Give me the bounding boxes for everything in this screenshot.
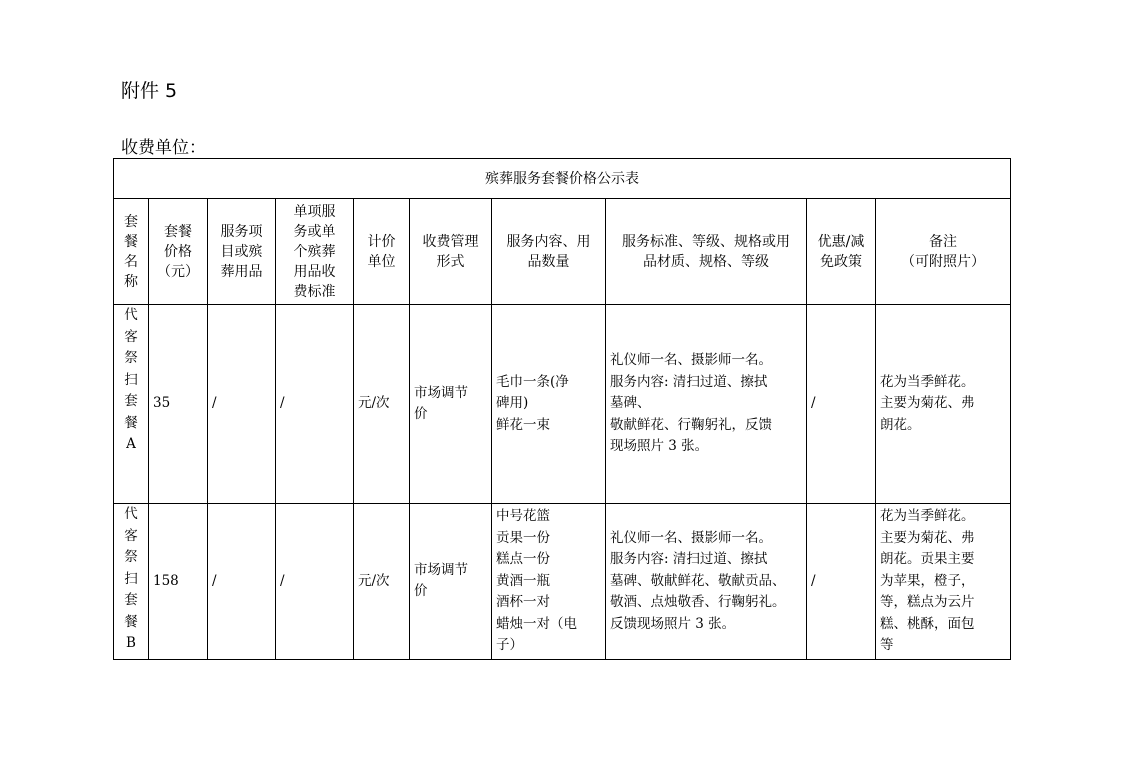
header-cell: 计价 单位 bbox=[354, 199, 410, 305]
header-cell: 优惠/减 免政策 bbox=[807, 199, 876, 305]
table-cell: / bbox=[807, 504, 876, 660]
table-row bbox=[114, 504, 1011, 660]
table-cell: 元/次 bbox=[354, 305, 410, 504]
table-cell: / bbox=[276, 504, 354, 660]
charging-unit-label: 收费单位： bbox=[121, 138, 206, 158]
table-cell: 花为当季鲜花。 主要为菊花、弗 朗花。 bbox=[876, 305, 1011, 504]
table-cell: 158 bbox=[149, 504, 208, 660]
table-title: 殡葬服务套餐价格公示表 bbox=[114, 159, 1011, 199]
table-row bbox=[114, 305, 1011, 504]
header-row bbox=[114, 199, 1011, 305]
table-cell: / bbox=[208, 504, 276, 660]
table-cell: 市场调节 价 bbox=[410, 305, 492, 504]
header-cell: 套餐 价格 （元） bbox=[149, 199, 208, 305]
table-cell: 市场调节 价 bbox=[410, 504, 492, 660]
table-cell: 礼仪师一名、摄影师一名。 服务内容: 清扫过道、擦拭 墓碑、 敬献鲜花、行鞠躬礼，反馈 现场照片 3 张。 bbox=[606, 305, 807, 504]
table-cell: 毛巾一条(净 碑用) 鲜花一束 bbox=[492, 305, 606, 504]
table-cell: / bbox=[807, 305, 876, 504]
table-cell: 元/次 bbox=[354, 504, 410, 660]
price-table bbox=[113, 158, 1011, 660]
attachment-label: 附件 5 bbox=[121, 80, 178, 102]
table-cell: 代 客 祭 扫 套 餐 A bbox=[114, 305, 149, 504]
header-cell: 服务内容、用 品数量 bbox=[492, 199, 606, 305]
table-cell: 代 客 祭 扫 套 餐 B bbox=[114, 504, 149, 660]
table-cell: 礼仪师一名、摄影师一名。 服务内容: 清扫过道、擦拭 墓碑、敬献鲜花、敬献贡品、 敬酒、点烛敬香、行鞠躬礼。 反馈现场照片 3 张。 bbox=[606, 504, 807, 660]
table-cell: / bbox=[208, 305, 276, 504]
header-cell: 收费管理 形式 bbox=[410, 199, 492, 305]
header-cell: 单项服 务或单 个殡葬 用品收 费标准 bbox=[276, 199, 354, 305]
table-cell: 35 bbox=[149, 305, 208, 504]
table-cell: / bbox=[276, 305, 354, 504]
header-cell: 服务项 目或殡 葬用品 bbox=[208, 199, 276, 305]
header-cell: 套 餐 名 称 bbox=[114, 199, 149, 305]
header-cell: 服务标准、等级、规格或用 品材质、规格、等级 bbox=[606, 199, 807, 305]
header-cell: 备注 （可附照片） bbox=[876, 199, 1011, 305]
table-cell: 中号花篮 贡果一份 糕点一份 黄酒一瓶 酒杯一对 蜡烛一对（电 子） bbox=[492, 504, 606, 660]
table-cell: 花为当季鲜花。 主要为菊花、弗 朗花。贡果主要 为苹果，橙子， 等，糕点为云片 糕、桃酥，面包 等 bbox=[876, 504, 1011, 660]
